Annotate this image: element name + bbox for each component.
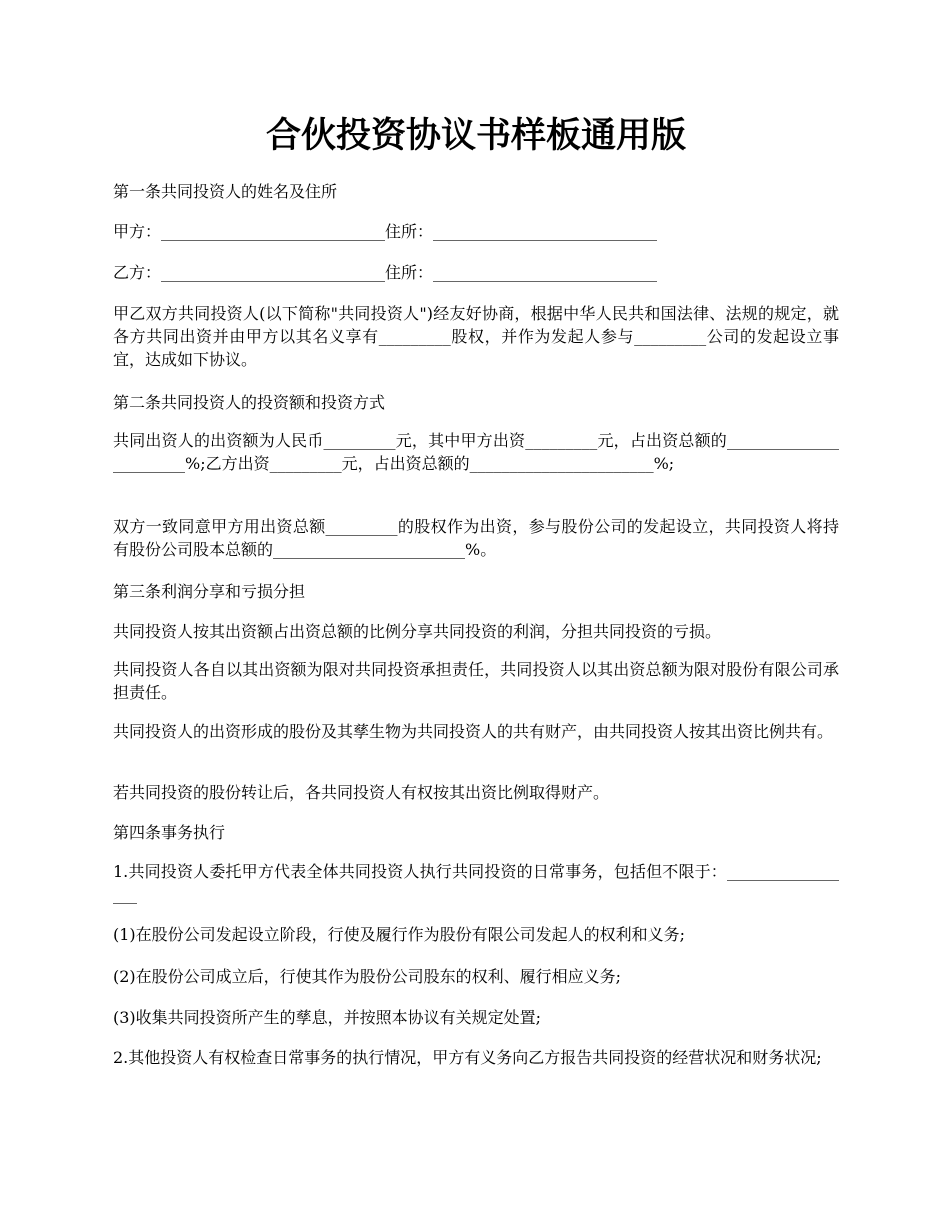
article-2-heading: 第二条共同投资人的投资额和投资方式 (113, 393, 386, 412)
party-a-line: 甲方：____________________________住所：____________________________ (113, 222, 658, 241)
delegation-paragraph: 1.共同投资人委托甲方代表全体共同投资人执行共同投资的日常事务，包括但不限于：_________________ (113, 862, 839, 904)
article-3-heading: 第三条利润分享和亏损分担 (113, 582, 306, 601)
document-title: 合伙投资协议书样板通用版 (265, 115, 686, 156)
duty-item-3: (3)收集共同投资所产生的孳息，并按照本协议有关规定处置; (113, 1008, 542, 1027)
profit-sharing-paragraph: 共同投资人按其出资额占出资总额的比例分享共同投资的利润，分担共同投资的亏损。 (113, 622, 722, 641)
party-b-line: 乙方：____________________________住所：____________________________ (113, 263, 658, 282)
article-1-heading: 第一条共同投资人的姓名及住所 (113, 182, 338, 201)
joint-property-paragraph: 共同投资人的出资形成的股份及其孳生物为共同投资人的共有财产，由共同投资人按其出资比例共有。 (113, 722, 834, 741)
duty-item-1: (1)在股份公司发起设立阶段，行使及履行作为股份有限公司发起人的权利和义务; (113, 925, 686, 944)
article-4-heading: 第四条事务执行 (113, 823, 226, 842)
inspection-rights-paragraph: 2.其他投资人有权检查日常事务的执行情况，甲方有义务向乙方报告共同投资的经营状况和财务状况; (113, 1048, 822, 1067)
equity-contribution-paragraph: 双方一致同意甲方用出资总额_________的股权作为出资，参与股份公司的发起设立，共同投资人将持有股份公司股本总额的________________________%。 (113, 517, 839, 559)
share-transfer-paragraph: 若共同投资的股份转让后，各共同投资人有权按其出资比例取得财产。 (113, 783, 610, 802)
liability-paragraph: 共同投资人各自以其出资额为限对共同投资承担责任，共同投资人以其出资总额为限对股份有限公司承担责任。 (113, 660, 839, 702)
duty-item-2: (2)在股份公司成立后，行使其作为股份公司股东的权利、履行相应义务; (113, 967, 622, 986)
capital-contribution-paragraph: 共同出资人的出资额为人民币_________元，其中甲方出资_________元，占出资总额的_______________________%;乙方出资_________元，占出资总额的_______________________%; (113, 431, 839, 473)
preamble-paragraph: 甲乙双方共同投资人(以下简称"共同投资人")经友好协商，根据中华人民共和国法律、法规的规定，就各方共同出资并由甲方以其名义享有_________股权，并作为发起人参与_________公司的发起设立事宜，达成如下协议。 (113, 304, 839, 369)
